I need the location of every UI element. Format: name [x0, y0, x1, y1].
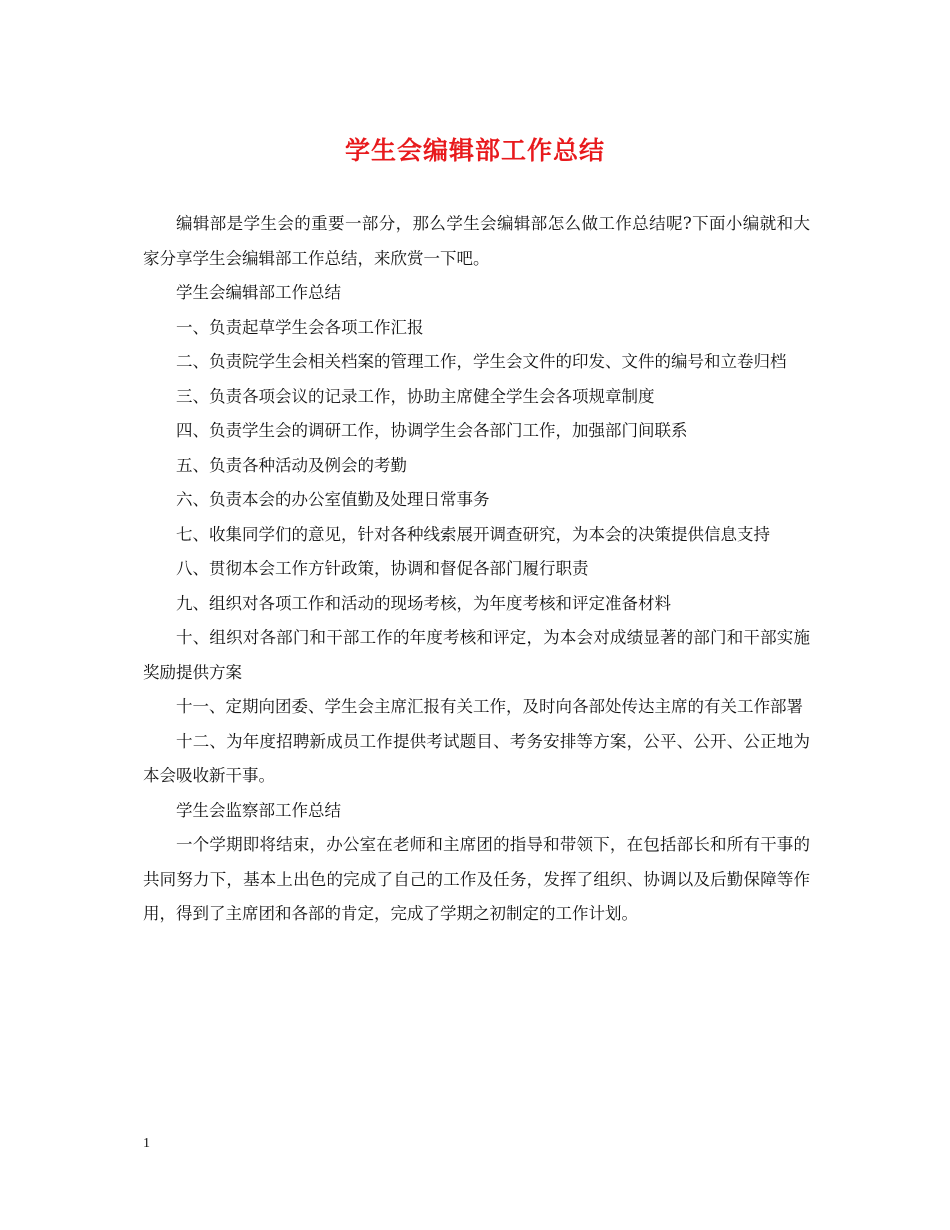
list-item: 十一、定期向团委、学生会主席汇报有关工作，及时向各部处传达主席的有关工作部署 [176, 697, 803, 716]
list-item: 九、组织对各项工作和活动的现场考核，为年度考核和评定准备材料 [176, 593, 671, 613]
paragraph-summary: 一个学期即将结束，办公室在老师和主席团的指导和带领下，在包括部长和所有干事的共同努力下，基本上出色的完成了自己的工作及任务，发挥了组织、协调以及后勤保障等作用，得到了主席团和各部的肯定，完成了学期之初制定的工作计划。 [143, 835, 810, 923]
list-item: 十、组织对各部门和干部工作的年度考核和评定，为本会对成绩显著的部门和干部实施奖励提供方案 [143, 628, 810, 682]
list-item: 八、贯彻本会工作方针政策，协调和督促各部门履行职责 [176, 559, 589, 578]
list-item: 一、负责起草学生会各项工作汇报 [176, 317, 424, 337]
section-heading-editorial: 学生会编辑部工作总结 [176, 283, 341, 302]
list-item: 十二、为年度招聘新成员工作提供考试题目、考务安排等方案，公平、公开、公正地为本会吸收新干事。 [143, 731, 810, 785]
document-title: 学生会编辑部工作总结 [344, 136, 605, 165]
list-item: 四、负责学生会的调研工作，协调学生会各部门工作，加强部门间联系 [176, 421, 688, 440]
list-item: 五、负责各种活动及例会的考勤 [176, 455, 407, 475]
page-number: 1 [143, 1136, 150, 1151]
document-body [143, 207, 810, 932]
section-heading-supervision: 学生会监察部工作总结 [176, 800, 341, 820]
list-item: 七、收集同学们的意见，针对各种线索展开调查研究，为本会的决策提供信息支持 [176, 524, 770, 544]
list-item: 六、负责本会的办公室值勤及处理日常事务 [176, 490, 490, 509]
list-item: 二、负责院学生会相关档案的管理工作，学生会文件的印发、文件的编号和立卷归档 [176, 352, 787, 371]
list-item: 三、负责各项会议的记录工作，协助主席健全学生会各项规章制度 [176, 386, 655, 406]
paragraph-intro: 编辑部是学生会的重要一部分，那么学生会编辑部怎么做工作总结呢?下面小编就和大家分享学生会编辑部工作总结，来欣赏一下吧。 [143, 214, 810, 268]
